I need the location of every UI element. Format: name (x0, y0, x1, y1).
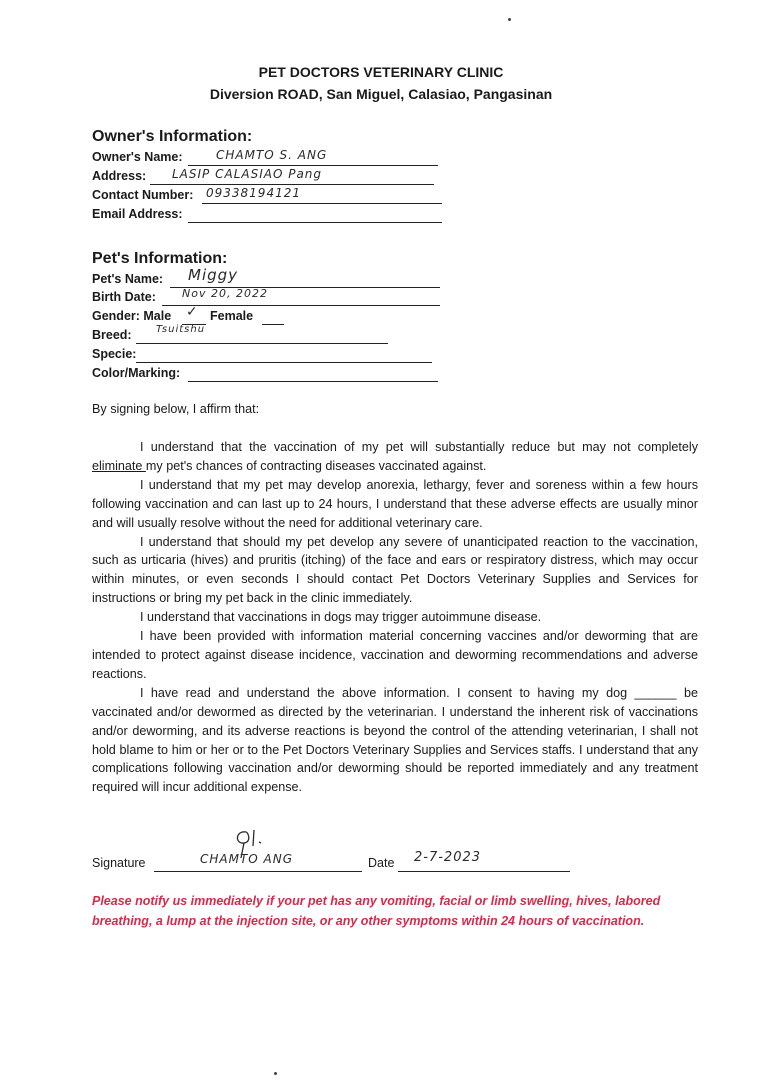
signature-line (154, 871, 362, 872)
signature-scribble (228, 826, 268, 860)
birth-date-row (92, 287, 452, 308)
gender-female-label: Female (210, 309, 254, 323)
signature-value[interactable]: CHAMTO ANG (200, 852, 294, 866)
contact-number-row (92, 188, 452, 206)
date-label: Date (368, 856, 395, 870)
p1-underlined: eliminate (92, 458, 146, 473)
breed-row (92, 324, 392, 346)
color-marking-line[interactable] (188, 381, 438, 382)
owner-name-row (92, 150, 442, 168)
owner-name-line (188, 165, 438, 166)
p6-text-b: be vaccinated and/or dewormed as directed by the veterinarian. I understand the inherent risk of vaccinations and/or deworming, and its adverse reactions is beyond the control of the attending veterinarian, I shall not hold blame to him or her or to the Pet Doctors Veterinary Supplies and Services staffs. I understand that any complications following vaccination and/or deworming should be reported immediately and any treatment required will incur additional expense. (92, 685, 698, 795)
color-marking-label: Color/Marking: (92, 366, 181, 380)
paragraph-2: I understand that my pet may develop anorexia, lethargy, fever and soreness within a few hours following vaccination and can last up to 24 hours, I understand that these adverse effects are usually minor and will usually resolve without the need for additional veterinary care. (92, 477, 698, 530)
owner-address-line (150, 184, 434, 185)
paragraph-1 (92, 438, 698, 476)
signature-label: Signature (92, 856, 146, 870)
dog-name-blank[interactable]: ______ (634, 685, 677, 700)
pet-name-label: Pet's Name: (92, 272, 164, 286)
email-label: Email Address: (92, 207, 183, 221)
p1-text-b: my pet's chances of contracting diseases vaccinated against. (145, 458, 487, 473)
email-line (188, 222, 442, 223)
consent-body (92, 438, 698, 797)
contact-number-line (202, 203, 442, 204)
contact-number-label: Contact Number: (92, 188, 194, 202)
male-check-mark[interactable]: ✓ (186, 304, 199, 320)
specie-row (92, 347, 452, 365)
date-line (398, 871, 570, 872)
clinic-name: PET DOCTORS VETERINARY CLINIC (258, 64, 504, 80)
gender-male-label: Gender: Male (92, 309, 172, 323)
breed-label: Breed: (92, 328, 132, 342)
color-marking-row (92, 366, 452, 384)
owner-name-value[interactable]: CHAMTO S. ANG (216, 148, 328, 162)
paragraph-5: I have been provided with information material concerning vaccines and/or deworming that are intended to protect against disease incidence, vaccination and deworming recommendations and adverse reactions. (92, 629, 698, 681)
owner-address-value[interactable]: LASIP CALASIAO Pang (172, 167, 323, 181)
pet-name-row (92, 266, 452, 290)
owner-address-row (92, 169, 442, 187)
date-value[interactable]: 2-7-2023 (414, 850, 482, 865)
birth-date-line (162, 305, 440, 306)
scan-speck (274, 1072, 277, 1075)
birth-date-value[interactable]: Nov 20, 2022 (182, 287, 268, 300)
owner-address-label: Address: (92, 169, 147, 183)
breed-line (136, 343, 388, 344)
pet-section-title: Pet's Information: (92, 250, 228, 267)
specie-label: Specie: (92, 347, 137, 361)
p6-text-a: I have read and understand the above information. I consent to having my dog (140, 685, 635, 700)
breed-value[interactable]: Tsuitshu (156, 324, 206, 335)
clinic-address: Diversion ROAD, San Miguel, Calasiao, Pangasinan (209, 86, 553, 102)
email-row (92, 207, 452, 225)
owner-section-title: Owner's Information: (92, 128, 253, 145)
signature-row (92, 850, 582, 874)
pet-name-value[interactable]: Miggy (188, 266, 239, 284)
scan-speck (508, 18, 511, 21)
owner-name-label: Owner's Name: (92, 150, 183, 164)
paragraph-4: I understand that vaccinations in dogs may trigger autoimmune disease. (140, 610, 542, 625)
paragraph-3: I understand that should my pet develop any severe of unanticipated reaction to the vaccination, such as urticaria (hives) and pruritis (itching) of the face and ears or respiratory distress, which may occur within minutes, or even seconds I should contact Pet Doctors Veterinary Supplies and Services for instructions or bring my pet back in the clinic immediately. (92, 534, 698, 606)
p1-text-a: I understand that the vaccination of my pet will substantially reduce but may not completely (140, 440, 698, 454)
specie-line[interactable] (136, 362, 432, 363)
contact-number-value[interactable]: 09338194121 (206, 186, 301, 200)
post-vaccination-notice: Please notify us immediately if your pet has any vomiting, facial or limb swelling, hives, labored breathing, a lump at the injection site, or any other symptoms within 24 hours of vaccination. (92, 894, 661, 928)
birth-date-label: Birth Date: (92, 290, 156, 304)
gender-female-line[interactable] (262, 324, 284, 325)
affirm-intro: By signing below, I affirm that: (92, 402, 260, 416)
paragraph-6 (92, 684, 698, 797)
